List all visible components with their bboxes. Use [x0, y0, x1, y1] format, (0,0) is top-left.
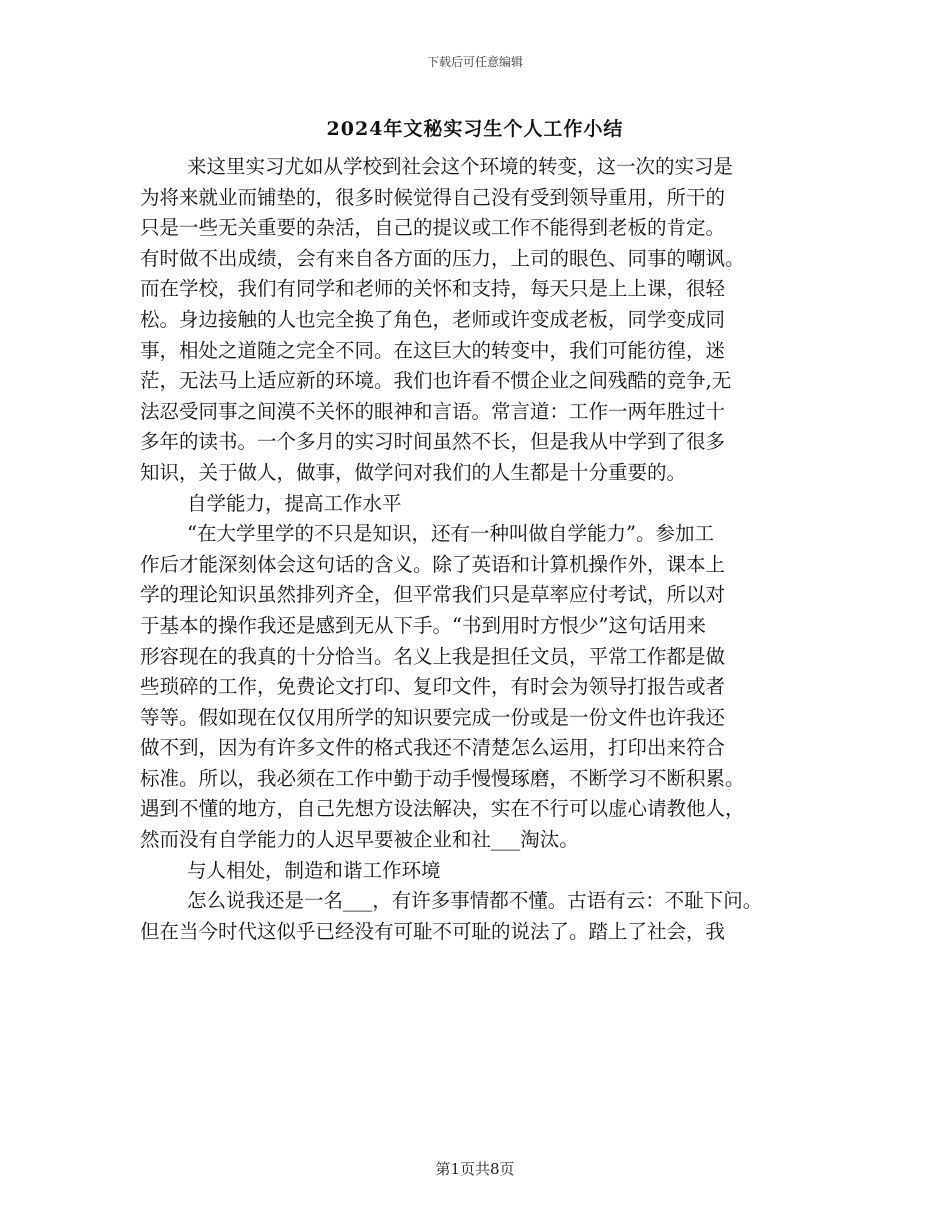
paragraph-line: 做不到，因为有许多文件的格式我还不清楚怎么运用，打印出来符合 [140, 736, 726, 760]
section-heading: 自学能力，提高工作水平 [187, 491, 402, 515]
paragraph-line: 些琐碎的工作，免费论文打印、复印文件，有时会为领导打报告或者 [140, 675, 726, 699]
paragraph-line: 等等。假如现在仅仅用所学的知识要完成一份或是一份文件也许我还 [140, 705, 726, 729]
paragraph-line: 形容现在的我真的十分恰当。名义上我是担任文员，平常工作都是做 [140, 644, 726, 668]
document-body [140, 152, 810, 947]
paragraph-line: “在大学里学的不只是知识，还有一种叫做自学能力”。参加工 [187, 522, 714, 546]
paragraph-line: 学的理论知识虽然排列齐全，但平常我们只是草率应付考试，所以对 [140, 583, 726, 607]
paragraph-line: 为将来就业而铺垫的，很多时候觉得自己没有受到领导重用，所干的 [140, 185, 726, 209]
paragraph-line: 只是一些无关重要的杂活，自己的提议或工作不能得到老板的肯定。 [140, 216, 726, 240]
paragraph-line: 怎么说我还是一名___，有许多事情都不懂。古语有云：不耻下问。 [187, 889, 763, 913]
section-heading: 与人相处，制造和谐工作环境 [187, 858, 441, 882]
paragraph-line: 标准。所以，我必须在工作中勤于动手慢慢琢磨，不断学习不断积累。 [140, 766, 745, 790]
paragraph-line: 松。身边接触的人也完全换了角色，老师或许变成老板，同学变成同 [140, 307, 726, 331]
paragraph-line: 法忍受同事之间漠不关怀的眼神和言语。常言道：工作一两年胜过十 [140, 399, 726, 423]
paragraph-line: 然而没有自学能力的人迟早要被企业和社___淘汰。 [140, 828, 579, 852]
page-footer: 第1页共8页 [435, 1160, 515, 1178]
paragraph-line: 而在学校，我们有同学和老师的关怀和支持，每天只是上上课，很轻 [140, 277, 726, 301]
paragraph-line: 事，相处之道随之完全不同。在这巨大的转变中，我们可能彷徨，迷 [140, 338, 726, 362]
document-title: 2024年文秘实习生个人工作小结 [326, 118, 624, 140]
paragraph-line: 遇到不懂的地方，自己先想方设法解决，实在不行可以虚心请教他人， [140, 797, 745, 821]
paragraph-line: 有时做不出成绩，会有来自各方面的压力，上司的眼色、同事的嘲讽。 [140, 246, 745, 270]
paragraph-line: 于基本的操作我还是感到无从下手。“书到用时方恨少”这句话用来 [140, 613, 706, 637]
paragraph-line: 茫，无法马上适应新的环境。我们也许看不惯企业之间残酷的竞争,无 [140, 369, 732, 393]
paragraph-line: 作后才能深刻体会这句话的含义。除了英语和计算机操作外，课本上 [140, 552, 726, 576]
page-header: 下载后可任意编辑 [426, 55, 523, 69]
paragraph-line: 但在当今时代这似乎已经没有可耻不可耻的说法了。踏上了社会，我 [140, 919, 726, 943]
paragraph-line: 知识，关于做人，做事，做学问对我们的人生都是十分重要的。 [140, 460, 687, 484]
paragraph-line: 多年的读书。一个多月的实习时间虽然不长，但是我从中学到了很多 [140, 430, 726, 454]
paragraph-line: 来这里实习尤如从学校到社会这个环境的转变，这一次的实习是 [187, 155, 734, 178]
